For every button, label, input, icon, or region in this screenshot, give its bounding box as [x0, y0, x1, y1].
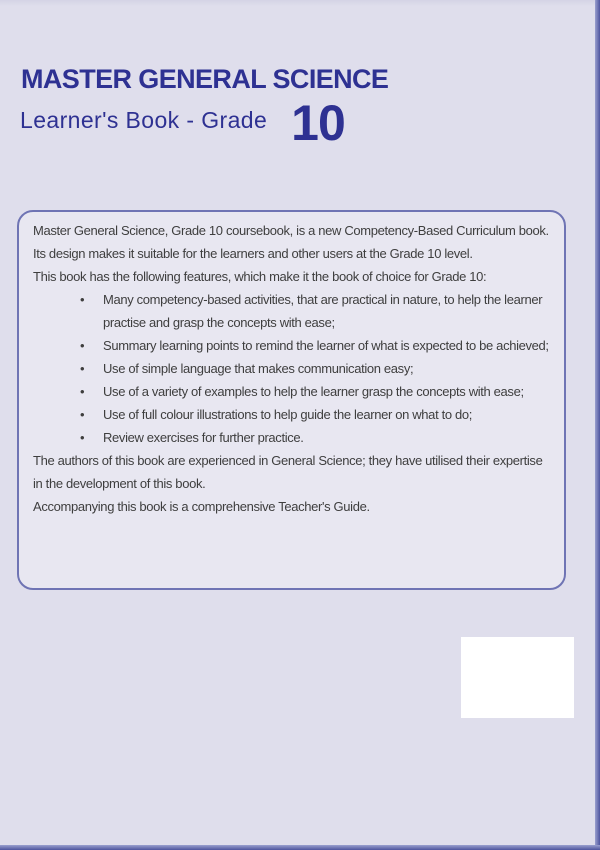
book-subtitle: Learner's Book - Grade	[20, 107, 268, 133]
feature-item: • Use of simple language that makes communication easy;	[33, 357, 554, 380]
feature-item: • Use of a variety of examples to help the learner grasp the concepts with ease;	[33, 380, 554, 403]
description-box	[17, 210, 566, 590]
book-subtitle-row	[20, 95, 345, 151]
right-edge-shading	[595, 0, 600, 850]
book-title: MASTER GENERAL SCIENCE	[21, 64, 389, 94]
features-list	[33, 288, 554, 449]
top-edge-shading	[0, 0, 600, 6]
bottom-edge-shading	[0, 845, 600, 850]
feature-item: • Review exercises for further practice.	[33, 426, 554, 449]
barcode-placeholder	[461, 637, 574, 718]
feature-item: • Summary learning points to remind the learner of what is expected to be achieved;	[33, 334, 554, 357]
intro-paragraph: Master General Science, Grade 10 coursebook, is a new Competency-Based Curriculum book. Its design makes it suitable for the learners and other users at the Grade 10 level.	[33, 223, 549, 261]
closing-note: Accompanying this book is a comprehensive Teacher's Guide.	[33, 499, 370, 514]
grade-number: 10	[291, 95, 345, 151]
features-lead: This book has the following features, which make it the book of choice for Grade 10:	[33, 269, 487, 284]
feature-item: • Many competency-based activities, that are practical in nature, to help the learner practise and grasp the concepts with ease;	[33, 288, 554, 334]
feature-item: • Use of full colour illustrations to help guide the learner on what to do;	[33, 403, 554, 426]
authors-note: The authors of this book are experienced in General Science; they have utilised their expertise in the development of this book.	[33, 453, 543, 491]
